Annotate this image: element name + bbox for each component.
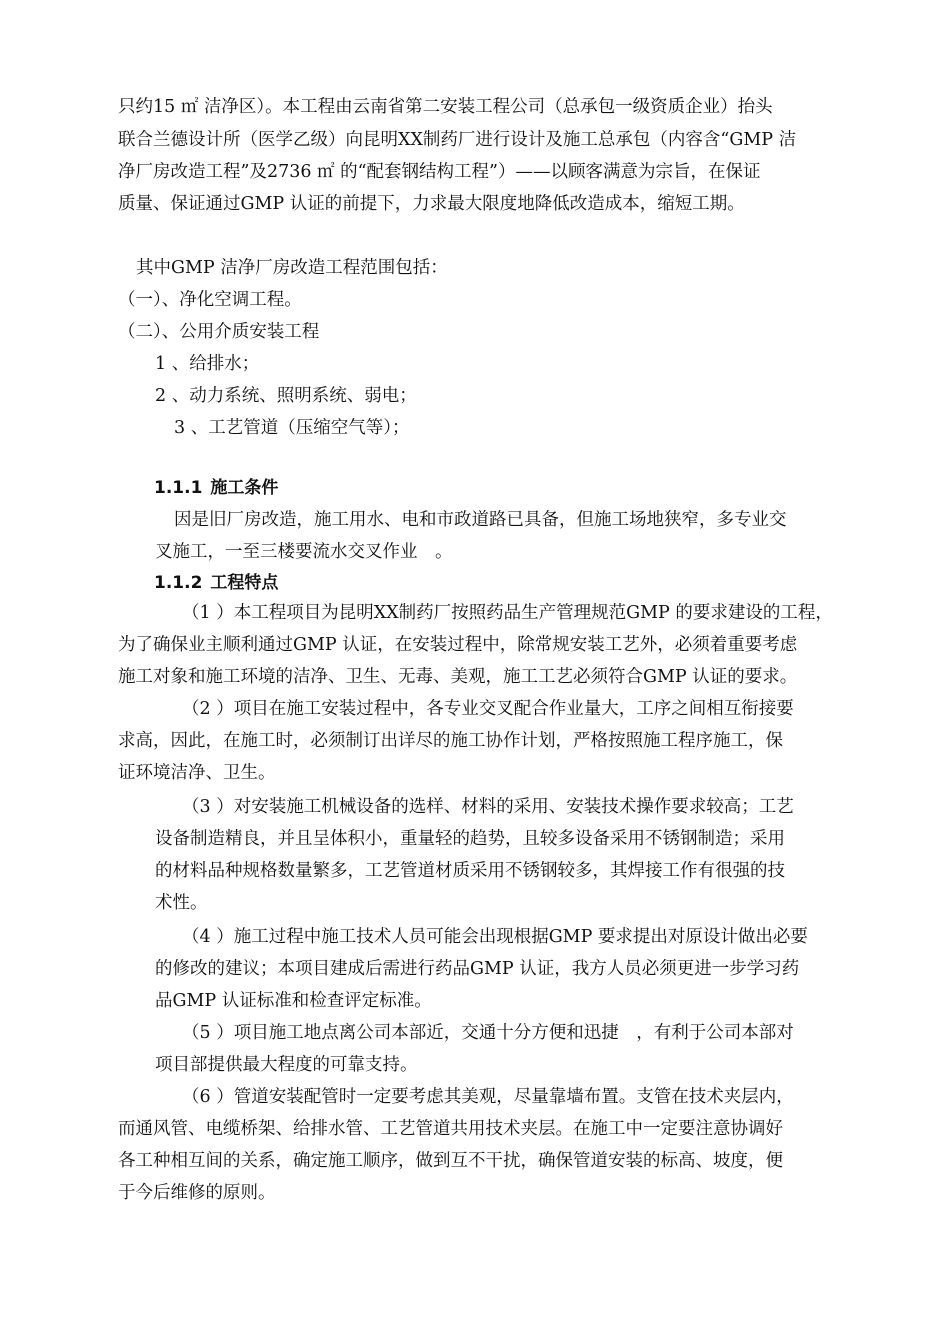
scope-item-1: （一）、净化空调工程。 [118, 290, 302, 310]
intro-line-1: 只约15 ㎡ 洁净区）。本工程由云南省第二安装工程公司（总承包一级资质企业）抬头 [118, 97, 773, 117]
p5-line-2: 项目部提供最大程度的可靠支持。 [155, 1055, 418, 1075]
p2-line-2: 求高，因此，在施工时，必须制订出详尽的施工协作计划，严格按照施工程序施工，保 [118, 731, 783, 751]
p2-line-3: 证环境洁净、卫生。 [118, 763, 276, 783]
p1-line-3: 施工对象和施工环境的洁净、卫生、无毒、美观，施工工艺必须符合GMP 认证的要求。 [118, 667, 798, 687]
p4-line-3: 品GMP 认证标准和检查评定标准。 [155, 991, 432, 1011]
s111-line-1: 因是旧厂房改造，施工用水、电和市政道路已具备，但施工场地狭窄，多专业交 [174, 510, 787, 530]
section-heading-1-1-1 [154, 478, 278, 498]
p6-line-2: 而通风管、电缆桥架、给排水管、工艺管道共用技术夹层。在施工中一定要注意协调好 [118, 1119, 783, 1139]
section-title: 施工条件 [210, 478, 279, 498]
p2-line-1: （2 ）项目在施工安装过程中，各专业交叉配合作业量大，工序之间相互衔接要 [182, 699, 794, 719]
scope-subitem-2: 2 、动力系统、照明系统、弱电； [155, 386, 417, 406]
p4-line-1: （4 ）施工过程中施工技术人员可能会出现根据GMP 要求提出对原设计做出必要 [182, 927, 808, 947]
p6-line-1: （6 ）管道安装配管时一定要考虑其美观，尽量靠墙布置。支管在技术夹层内， [182, 1087, 794, 1107]
section-heading-1-1-2 [154, 573, 278, 593]
intro-line-4: 质量、保证通过GMP 认证的前提下，力求最大限度地降低改造成本，缩短工期。 [118, 194, 745, 214]
scope-title: 其中GMP 洁净厂房改造工程范围包括： [136, 258, 448, 278]
section-title: 工程特点 [210, 573, 279, 593]
intro-line-2: 联合兰德设计所（医学乙级）向昆明XX制药厂进行设计及施工总承包（内容含“GMP 洁 [118, 130, 797, 150]
scope-item-2: （二）、公用介质安装工程 [118, 322, 320, 342]
p4-line-2: 的修改的建议；本项目建成后需进行药品GMP 认证，我方人员必须更进一步学习药 [155, 959, 800, 979]
section-number: 1.1.1 [154, 478, 203, 498]
p3-line-4: 术性。 [155, 893, 208, 913]
p5-line-1: （5 ）项目施工地点离公司本部近，交通十分方便和迅捷 ，有利于公司本部对 [182, 1023, 794, 1043]
p3-line-2: 设备制造精良，并且呈体积小，重量轻的趋势，且较多设备采用不锈钢制造；采用 [155, 829, 785, 849]
section-number: 1.1.2 [154, 573, 203, 593]
p6-line-3: 各工种相互间的关系，确定施工顺序，做到互不干扰，确保管道安装的标高、坡度，便 [118, 1151, 783, 1171]
intro-line-3: 净厂房改造工程”及2736 ㎡ 的“配套钢结构工程”）——以顾客满意为宗旨，在保证 [118, 162, 761, 182]
p1-line-1: （1 ）本工程项目为昆明XX制药厂按照药品生产管理规范GMP 的要求建设的工程， [182, 603, 833, 623]
p1-line-2: 为了确保业主顺利通过GMP 认证，在安装过程中，除常规安装工艺外，必须着重要考虑 [118, 635, 798, 655]
p3-line-3: 的材料品种规格数量繁多，工艺管道材质采用不锈钢较多，其焊接工作有很强的技 [155, 861, 785, 881]
p3-line-1: （3 ）对安装施工机械设备的选样、材料的采用、安装技术操作要求较高；工艺 [182, 797, 794, 817]
s111-line-2: 叉施工，一至三楼要流水交叉作业 。 [155, 542, 453, 562]
p6-line-4: 于今后维修的原则。 [118, 1183, 276, 1203]
scope-subitem-3: 3 、工艺管道（压缩空气等）； [174, 418, 410, 438]
scope-subitem-1: 1 、给排水； [155, 354, 260, 374]
